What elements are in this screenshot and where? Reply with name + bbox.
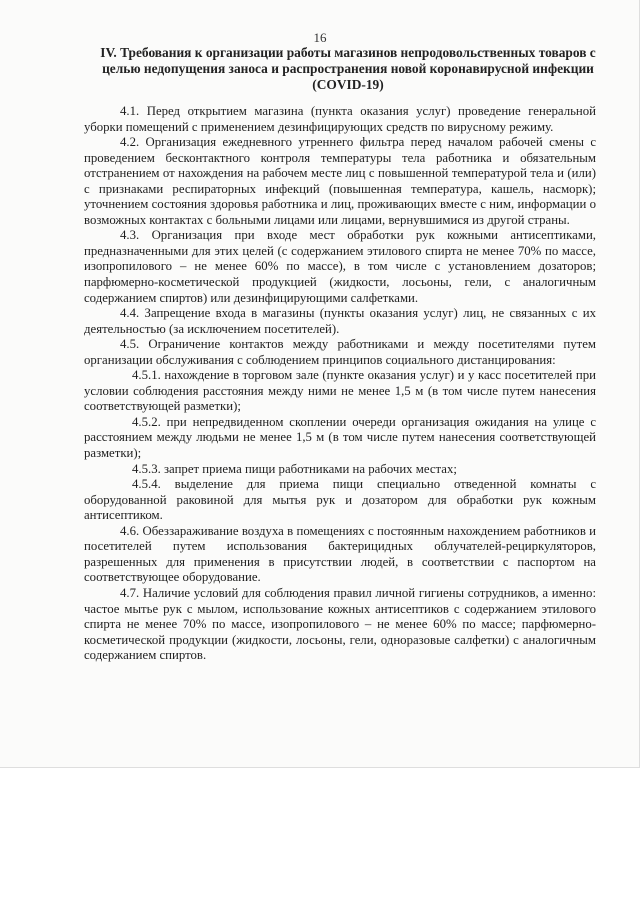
paragraph-4-2	[84, 135, 596, 228]
paragraph-4-1	[84, 104, 596, 135]
paragraph-4-5-3	[84, 462, 596, 478]
paragraph-text: Обеззараживание воздуха в помещениях с постоянным нахождением работников и посетителей путем использования бактерицидных облучателей-рециркуляторов, разрешенных для применения в присутствии людей, в соответствии с паспортом на соответствующее оборудование.	[84, 523, 597, 585]
paragraph-number: 4.2.	[120, 135, 140, 150]
paragraph-number: 4.6.	[120, 523, 140, 538]
paragraph-text: нахождение в торговом зале (пункте оказания услуг) и у касс посетителей при условии соблюдения расстояния между ними не менее 1,5 м (в том числе путем нанесения соответствующей разметки);	[84, 368, 597, 414]
paragraph-4-7	[84, 586, 596, 664]
page-number: 16	[313, 30, 327, 45]
paragraph-text: Организация ежедневного утреннего фильтра перед началом рабочей смены с проведением бесконтактного контроля температуры тела работника и обязательным отстранением от нахождения на рабочем месте лиц с повышенной температурой тела и (или) с признаками респираторных инфекций (повышенная температура, кашель, насморк); уточнением состояния здоровья работника и лиц, проживающих вместе с ним, информации о возможных контактах с больными лицами или лицами, вернувшимися из другой страны.	[84, 135, 596, 227]
paragraph-text: Запрещение входа в магазины (пункты оказания услуг) лиц, не связанных с их деятельностью (за исключением посетителей).	[84, 306, 596, 336]
paragraph-text: Наличие условий для соблюдения правил личной гигиены сотрудников, а именно: частое мытье рук с мылом, использование кожных антисептиков с содержанием этилового спирта не менее 70% по массе, изопропилового – не менее 60% по массе; парфюмерно-косметической продукции (жидкости, лосьоны, гели, одноразовые салфетки) с аналогичным содержанием спиртов.	[84, 585, 596, 663]
paragraph-number: 4.5.4.	[132, 477, 161, 492]
paragraph-number: 4.5.3.	[132, 461, 161, 476]
paragraph-4-5	[84, 337, 596, 368]
paragraph-number: 4.3.	[120, 228, 140, 243]
paragraph-4-5-2	[84, 415, 596, 462]
paragraph-number: 4.5.2.	[132, 414, 161, 429]
paragraph-text: выделение для приема пищи специально отведенной комнаты с оборудованной раковиной для мытья рук и дозатором для обработки рук кожным антисептиком.	[84, 477, 596, 523]
paragraph-text: при непредвиденном скоплении очереди организация ожидания на улице с расстоянием между людьми не менее 1,5 м (в том числе путем нанесения соответствующей разметки);	[84, 414, 596, 461]
paragraph-4-4	[84, 306, 596, 337]
paragraph-4-3	[84, 228, 596, 306]
paragraph-text: Ограничение контактов между работниками и между посетителями путем организации обслуживания с соблюдением принципов социального дистанцирования:	[84, 337, 596, 367]
paragraph-text: Организация при входе мест обработки рук кожными антисептиками, предназначенными для этих целей (с содержанием этилового спирта не менее 70% по массе, изопропилового – не менее 60% по массе), в том числе с установлением дозаторов; парфюмерно-косметической продукцией (жидкости, лосьоны, гели, с аналогичным содержанием спиртов) или дезинфицирующими салфетками.	[84, 228, 596, 305]
paragraph-number: 4.5.	[120, 337, 140, 352]
document-body	[84, 104, 596, 664]
paragraph-text: запрет приема пищи работниками на рабочих местах;	[164, 461, 457, 476]
paragraph-text: Перед открытием магазина (пункта оказания услуг) проведение генеральной уборки помещений с применением дезинфицирующих средств по вирусному режиму.	[84, 104, 597, 134]
section-heading: IV. Требования к организации работы магазинов непродовольственных товаров с целью недопущения заноса и распространения новой коронавирусной инфекции (COVID-19)	[100, 45, 596, 92]
paragraph-number: 4.5.1.	[132, 368, 161, 383]
paragraph-4-5-1	[84, 368, 596, 415]
paragraph-number: 4.4.	[120, 306, 140, 321]
paragraph-4-6	[84, 524, 596, 586]
paragraph-number: 4.1.	[120, 104, 140, 118]
paragraph-number: 4.7.	[120, 585, 140, 600]
paragraph-4-5-4	[84, 477, 596, 524]
